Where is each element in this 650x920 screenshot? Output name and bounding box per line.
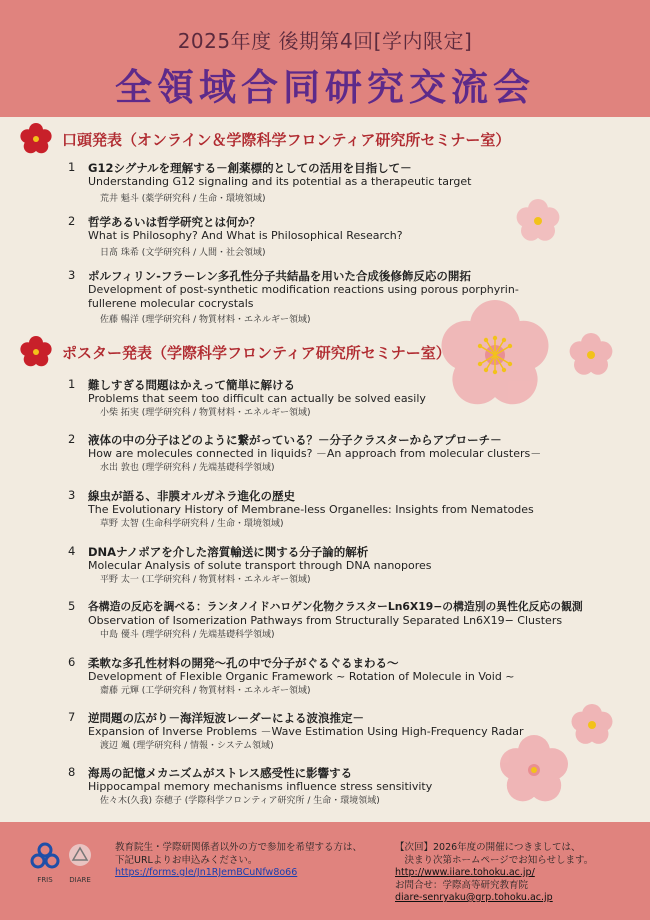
entry-title-en: Molecular Analysis of solute transport through DNA nanopores [88,559,432,572]
next-event-line: 【次回】2026年度の開催につきましては、 [395,842,581,853]
entry-number: 3 [68,268,76,282]
entry-number: 7 [68,710,76,724]
entry-title-ja: DNAナノポアを介した溶質輸送に関する分子論的解析 [88,545,369,559]
entry-title-en: Expansion of Inverse Problems －Wave Estimation Using High-Frequency Radar [88,725,524,738]
next-event-line: 決まり次第ホームページでお知らせします。 [395,854,594,866]
entry-title-ja: G12シグナルを理解する－創薬標的としての活用を目指して－ [88,161,412,175]
entry-number: 1 [68,377,76,391]
homepage-link[interactable]: http://www.iiare.tohoku.ac.jp/ [395,867,535,878]
entry-title-en: How are molecules connected in liquids? －An approach from molecular clusters－ [88,447,542,460]
blossom-medium-icon [568,332,614,378]
oral-section-heading [20,123,510,155]
entry-title-en: Development of post-synthetic modification reactions using porous porphyrin-fullerene molecular cocrystals [88,283,519,310]
blossom-medium-icon [498,734,570,806]
entry-number: 2 [68,432,76,446]
entry-title-ja: 各構造の反応を調べる：ランタノイドハロゲン化物クラスターLn6X19−の構造別の異性化反応の観測 [88,600,583,613]
next-event-info [395,842,640,905]
fris-logo [28,842,62,884]
oral-section-title: 口頭発表（オンライン＆学際科学フロンティア研究所セミナー室） [62,130,511,149]
event-subtitle: 2025年度 後期第4回[学内限定] [177,29,473,53]
entry-number: 1 [68,160,76,174]
entry-title-ja: ポルフィリン-フラーレン多孔性分子共結晶を用いた合成後修飾反応の開拓 [88,269,471,283]
entry-number: 6 [68,655,76,669]
diare-logo-label: DIARE [69,876,91,884]
entry-title-en: Hippocampal memory mechanisms influence stress sensitivity [88,780,433,793]
entry-author: 草野 太智 (生命科学研究科 / 生命・環境領域) [100,519,284,529]
footer-band [0,822,650,920]
entry-number: 2 [68,214,76,228]
entry-title-ja: 難しすぎる問題はかえって簡単に解ける [88,378,295,392]
entry-title-ja: 柔軟な多孔性材料の開発～孔の中で分子がぐるぐるまわる～ [88,656,399,670]
entry-title-ja: 哲学あるいは哲学研究とは何か？ [88,215,261,229]
poster-section-heading [20,336,451,368]
entry-author: 荒井 魁斗 (薬学研究科 / 生命・環境領域) [100,194,266,204]
application-form-link[interactable]: https://forms.gle/Jn1RJemBCuNfw8o66 [115,867,298,878]
entry-number: 8 [68,765,76,779]
diare-logo [64,842,96,884]
entry-title-en: What is Philosophy? And What is Philosophical Research? [88,229,403,242]
application-line: 下記URLよりお申込みください。 [115,854,258,866]
entry-number: 3 [68,488,76,502]
entry-title-en: Development of Flexible Organic Framework ~ Rotation of Molecule in Void ~ [88,670,515,683]
diare-logo-icon [64,842,96,870]
entry-title-en: Observation of Isomerization Pathways from Structurally Separated Ln6X19− Clusters [88,614,563,627]
entry-author: 佐々木(久我) 奈穂子 (学際科学フロンティア研究所 / 生命・環境領域) [100,796,380,806]
entry-title-ja: 液体の中の分子はどのように繋がっている？－分子クラスターからアプローチ－ [88,433,502,447]
entry-title-ja: 逆問題の広がり－海洋短波レーダーによる波浪推定－ [88,711,364,725]
entry-title-ja: 線虫が語る、非膜オルガネラ進化の歴史 [88,489,295,503]
entry-author: 水出 敦也 (理学研究科 / 先端基礎科学領域) [100,463,275,473]
flower-icon [20,336,52,368]
fris-logo-label: FRIS [37,876,53,884]
entry-author: 佐藤 暢洋 (理学研究科 / 物質材料・エネルギー領域) [100,315,311,325]
application-info [115,842,385,880]
entry-author: 中島 優斗 (理学研究科 / 先端基礎科学領域) [100,630,275,640]
entry-author: 日髙 珠希 (文学研究科 / 人間・社会領域) [100,248,266,258]
application-line: 教育院生・学際研関係者以外の方で参加を希望する方は、 [115,842,363,853]
entry-author: 渡辺 颯 (理学研究科 / 情報・システム領域) [100,741,274,751]
entry-author: 齋藤 元輝 (工学研究科 / 物質材料・エネルギー領域) [100,686,311,696]
entry-title-ja: 海馬の記憶メカニズムがストレス感受性に影響する [88,766,353,780]
entry-title-en: The Evolutionary History of Membrane-less Organelles: Insights from Nematodes [88,503,534,516]
contact-email-link[interactable]: diare-senryaku@grp.tohoku.ac.jp [395,892,553,903]
entry-author: 平野 太一 (工学研究科 / 物質材料・エネルギー領域) [100,575,311,585]
event-title: 全領域合同研究交流会 [115,66,535,109]
entry-number: 5 [68,599,76,613]
poster-section-title: ポスター発表（学際科学フロンティア研究所セミナー室） [62,343,451,362]
entry-title-en: Understanding G12 signaling and its potential as a therapeutic target [88,175,472,188]
entry-number: 4 [68,544,76,558]
header-band [0,0,650,117]
fris-logo-icon [28,842,62,870]
entry-title-en: Problems that seem too difficult can actually be solved easily [88,392,426,405]
flower-icon [20,123,52,155]
entry-author: 小柴 拓実 (理学研究科 / 物質材料・エネルギー領域) [100,408,311,418]
contact-label: お問合せ：学際高等研究教育院 [395,879,529,891]
